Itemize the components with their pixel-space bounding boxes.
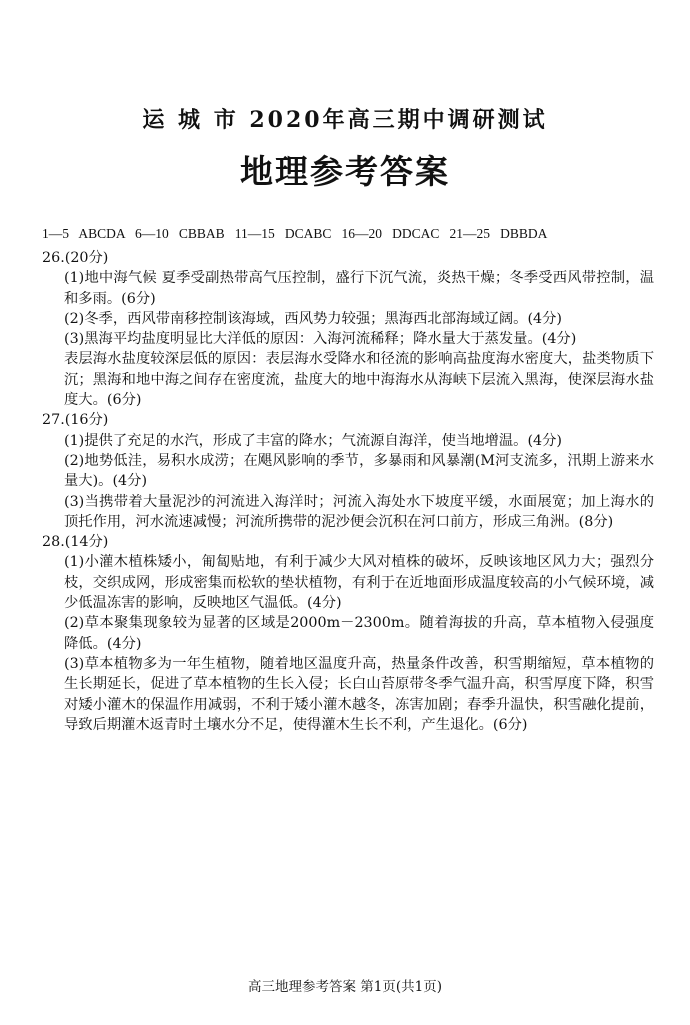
choice-answers-line: 1—5 ABCDA 6—10 CBBAB 11—15 DCABC 16—20 DDCAC 21—25 DBBDA (42, 226, 548, 241)
question-heading: 27.(16分) (42, 412, 109, 429)
answer-paragraph: (3)草本植物多为一年生植物，随着地区温度升高，热量条件改善，积雪期缩短，草本植物的生长期延长，促进了草本植物的生长入侵；长白山苔原带冬季气温升高，积雪厚度下降，积雪对矮小灌木的保温作用减弱，不利于矮小灌木越冬，冻害加剧；春季升温快，积雪融化提前，导致后期灌木返青时土壤水分不足，使得灌木生长不利，产生退化。(6分) (64, 655, 654, 733)
answer-paragraph: (3)当携带着大量泥沙的河流进入海洋时；河流入海处水下坡度平缓，水面展宽；加上海水的顶托作用，河水流速减慢；河流所携带的泥沙便会沉积在河口前方，形成三角洲。(8分) (64, 493, 654, 530)
answer-paragraph: (2)草本聚集现象较为显著的区域是2000m－2300m。随着海拔的升高，草本植物入侵强度降低。(4分) (64, 615, 654, 652)
answer-paragraph: (2)地势低洼，易积水成涝；在飓风影响的季节，多暴雨和风暴潮(M河支流多，汛期上游来水量大)。(4分) (64, 452, 654, 490)
question-heading: 26.(20分) (42, 250, 109, 266)
answer-paragraph: (1)地中海气候 夏季受副热带高气压控制，盛行下沉气流，炎热干燥；冬季受西风带控制，温和多雨。(6分) (64, 270, 654, 307)
page-footer: 高三地理参考答案 第1页(共1页) (247, 979, 442, 995)
answer-paragraph: (2)冬季，西风带南移控制该海域，西风势力较强；黑海西北部海域辽阔。(4分) (64, 310, 562, 327)
question-28 (42, 532, 654, 735)
answer-paragraph: (1)提供了充足的水汽，形成了丰富的降水；气流源自海洋，使当地增温。(4分) (64, 432, 562, 449)
question-26 (42, 248, 654, 410)
answer-paragraph: (1)小灌木植株矮小，匍匐贴地，有利于减少大风对植株的破坏，反映该地区风力大；强烈分枝，交织成网，形成密集而松软的垫状植物，有利于在近地面形成温度较高的小气候环境，减少低温冻害的影响，反映地区气温低。(4分) (64, 554, 654, 612)
answer-paragraph: 表层海水盐度较深层低的原因：表层海水受降水和径流的影响高盐度海水密度大，盐类物质下沉；黑海和地中海之间存在密度流，盐度大的地中海海水从海峡下层流入黑海，使深层海水盐度大。(6分) (64, 351, 654, 409)
document-title: 地理参考答案 (240, 152, 450, 191)
exam-title: 运 城 市 2020年高三期中调研测试 (142, 107, 548, 133)
question-heading: 28.(14分) (42, 534, 109, 551)
question-27 (42, 410, 654, 532)
answer-body (42, 248, 654, 735)
answer-paragraph: (3)黑海平均盐度明显比大洋低的原因：入海河流稀释；降水量大于蒸发量。(4分) (64, 331, 577, 348)
